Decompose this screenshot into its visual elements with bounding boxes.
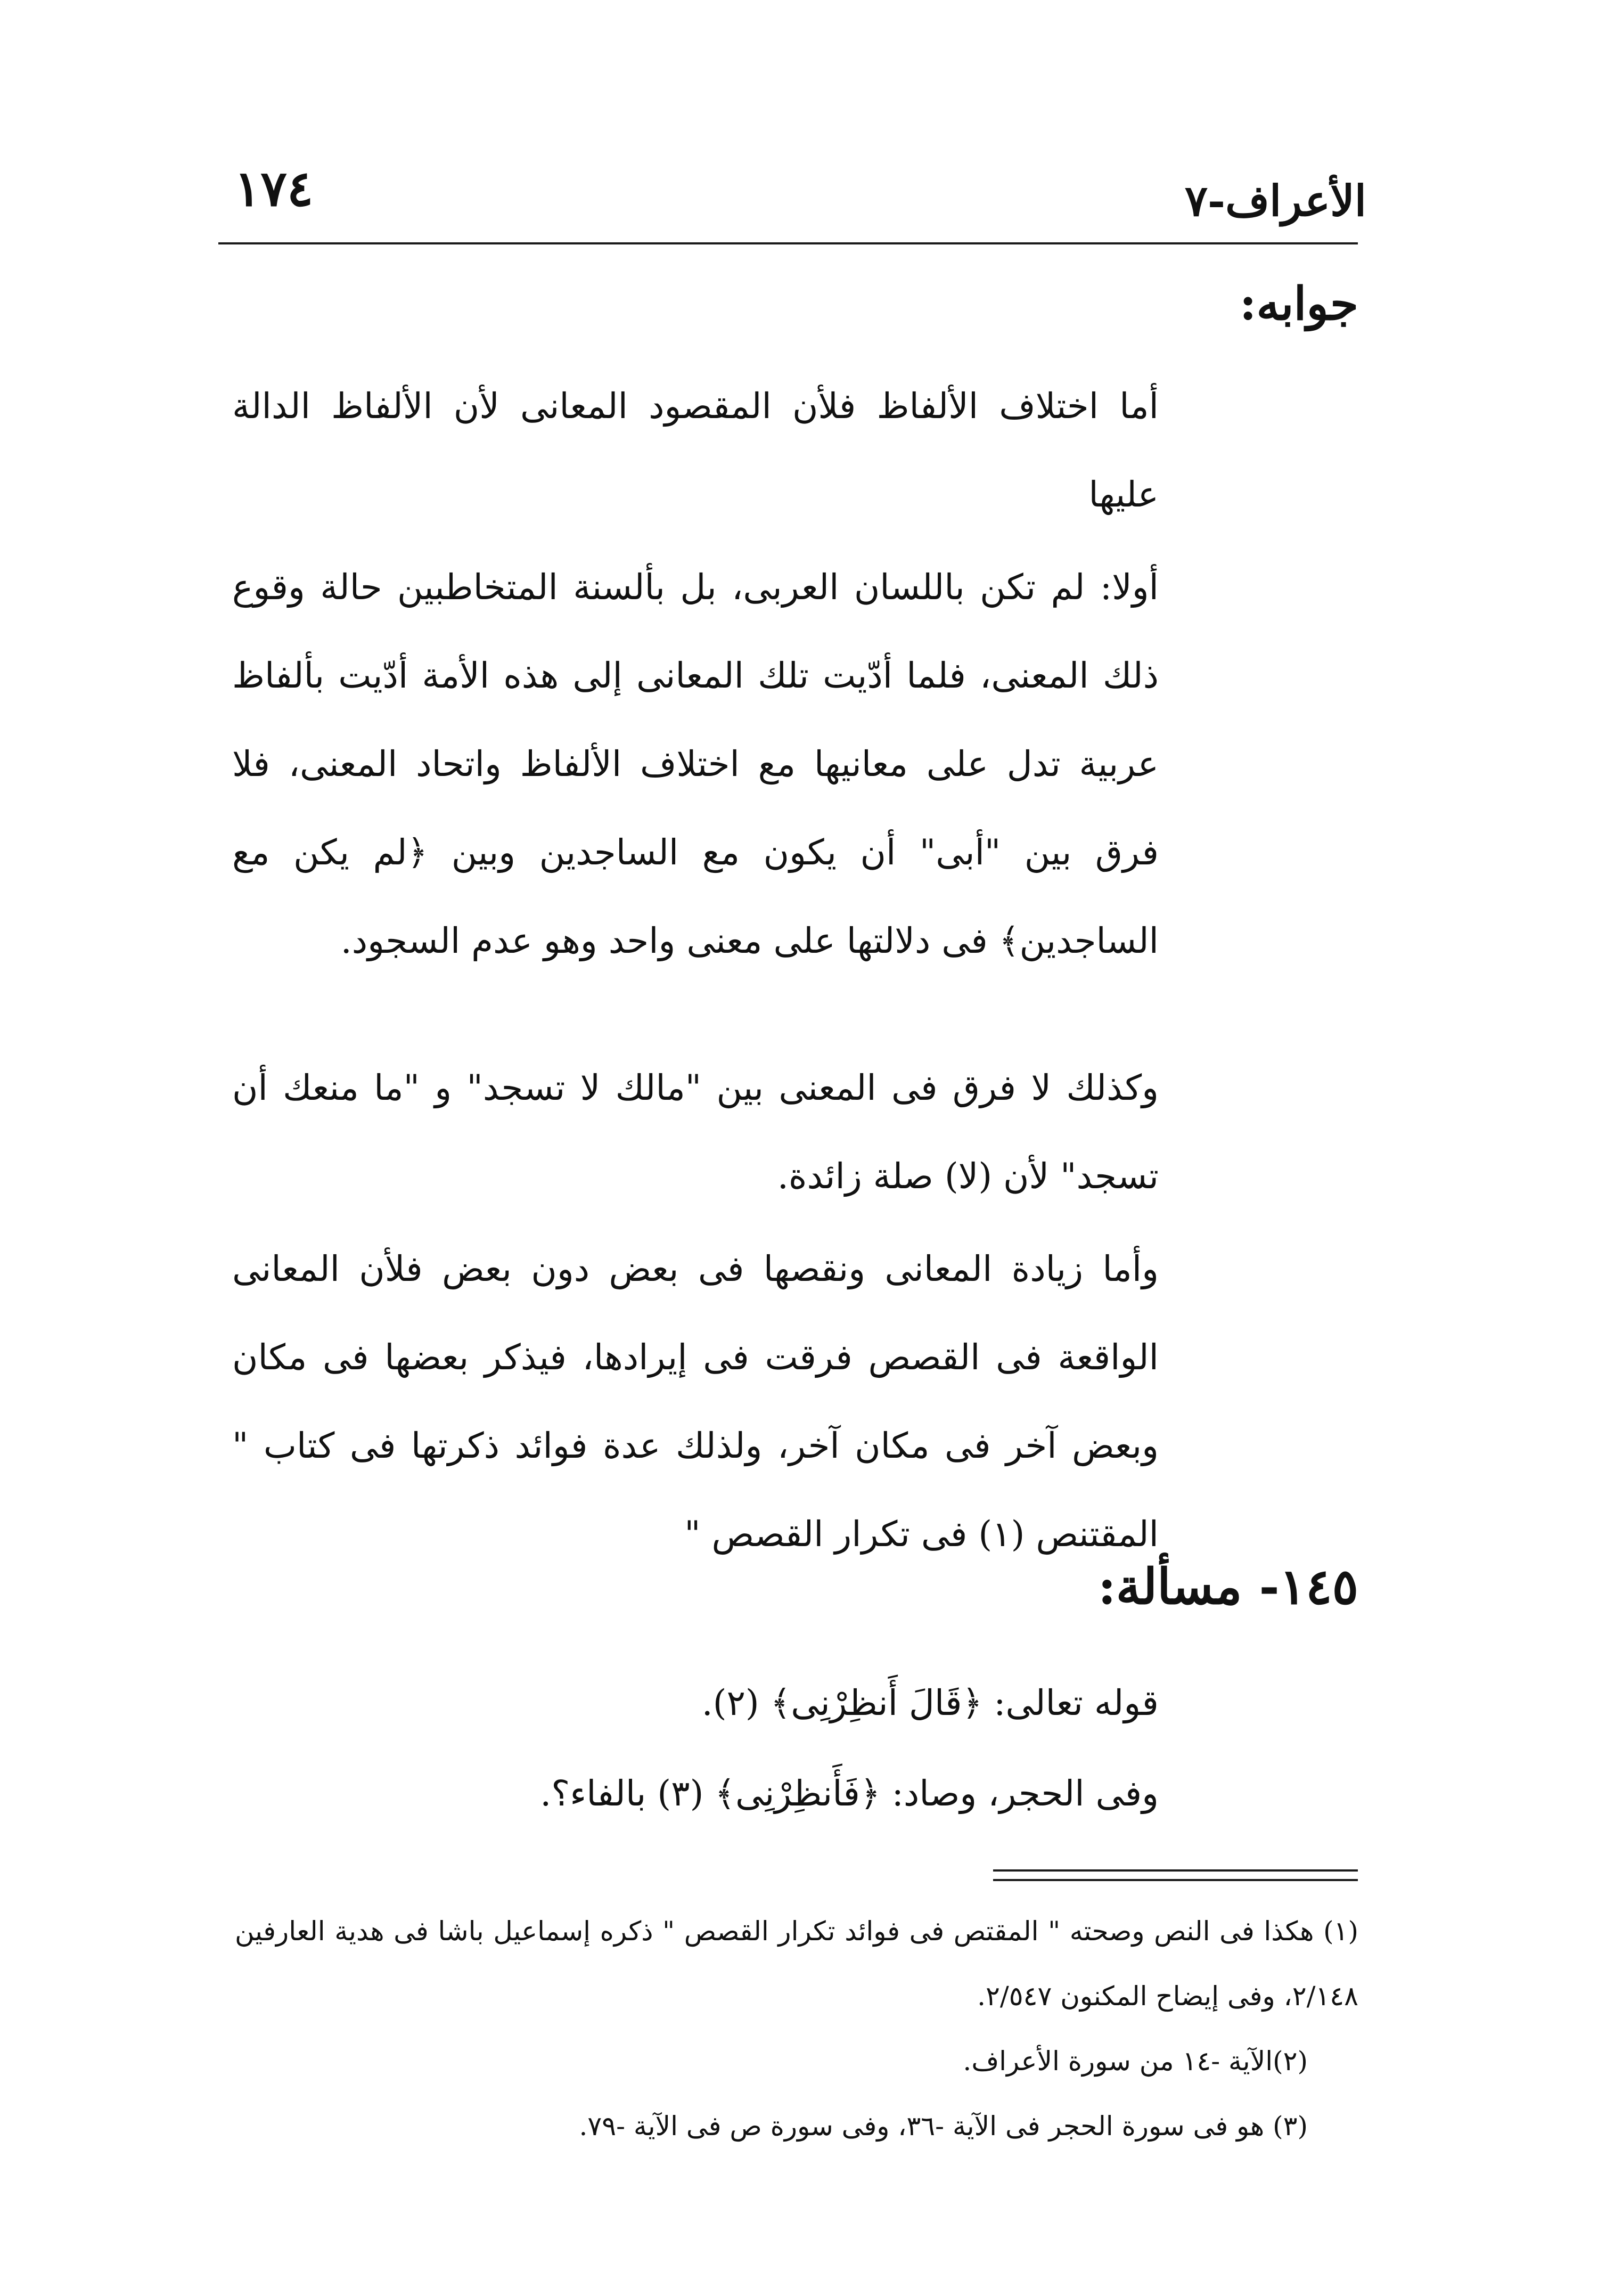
page-number: ١٧٤: [234, 160, 314, 217]
footnote-1: (١) هكذا فى النص وصحته " المقتص فى فوائد تكرار القصص " ذكره إسماعيل باشا فى هدية العارفين ٢/١٤٨، وفى إيضاح المكنون ٢/٥٤٧.: [235, 1916, 1358, 2012]
running-head: الأعراف-٧: [1184, 176, 1366, 226]
paragraph-2: أولا: لم تكن باللسان العربى، بل بألسنة المتخاطبين حالة وقوع ذلك المعنى، فلما أدّيت تلك المعانى إلى هذه الأمة أدّيت بألفاظ عربية تدل على معانيها مع اختلاف الألفاظ واتحاد المعنى، فلا فرق بين "أبى" أن يكون مع الساجدين وبين ﴿لم يكن مع الساجدين﴾ فى دلالتها على معنى واحد وهو عدم السجود.: [232, 567, 1159, 961]
question-heading: ١٤٥- مسألة:: [1097, 1558, 1358, 1615]
verse-line-1: قوله تعالى: ﴿قَالَ أَنظِرْنِى﴾ (٢).: [701, 1682, 1159, 1723]
paragraph-3: وكذلك لا فرق فى المعنى بين "مالك لا تسجد" و "ما منعك أن تسجد" لأن (لا) صلة زائدة.: [232, 1067, 1159, 1197]
paragraph-1: أما اختلاف الألفاظ فلأن المقصود المعانى لأن الألفاظ الدالة عليها: [232, 386, 1159, 515]
footnote-3: (٣) هو فى سورة الحجر فى الآية -٣٦، وفى سورة ص فى الآية -٧٩.: [579, 2111, 1308, 2142]
header-rule: [218, 242, 1358, 244]
footnotes: [235, 1899, 1358, 2159]
footnote-rule-bottom: [993, 1879, 1358, 1881]
paragraph-4: وأما زيادة المعانى ونقصها فى بعض دون بعض فلأن المعانى الواقعة فى القصص فرقت فى إيرادها، فيذكر بعضها فى مكان وبعض آخر فى مكان آخر، ولذلك عدة فوائد ذكرتها فى كتاب " المقتنص (١) فى تكرار القصص ": [232, 1248, 1159, 1555]
footnote-rule-top: [993, 1869, 1358, 1872]
answer-heading: جوابه:: [1239, 277, 1358, 331]
verse-line-2: وفى الحجر، وصاد: ﴿فَأَنظِرْنِى﴾ (٣) بالفاء؟.: [540, 1773, 1159, 1814]
footnote-2: (٢)الآية -١٤ من سورة الأعراف.: [963, 2046, 1308, 2077]
